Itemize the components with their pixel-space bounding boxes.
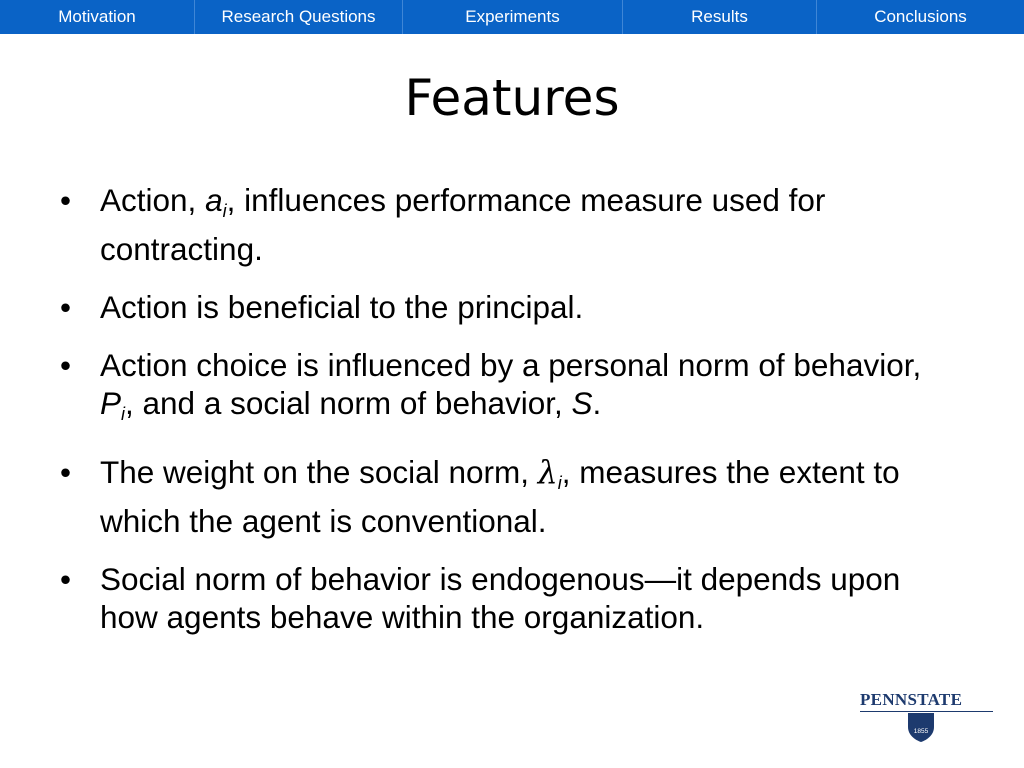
bullet-text-part: Action, xyxy=(100,182,206,218)
bullet-icon: • xyxy=(60,561,72,597)
bullet-list xyxy=(60,181,960,656)
bullet-icon: • xyxy=(60,182,72,218)
math-subscript: i xyxy=(557,473,562,493)
math-variable-lambda: λ xyxy=(537,455,558,491)
nav-item-results[interactable]: Results xyxy=(623,0,817,34)
bullet-text: Social norm of behavior is endogenous—it depends upon how agents behave within the organization. xyxy=(100,561,901,635)
math-variable: P xyxy=(100,385,122,421)
nav-item-motivation[interactable]: Motivation xyxy=(0,0,195,34)
bullet-icon: • xyxy=(60,289,72,325)
nav-item-research-questions[interactable]: Research Questions xyxy=(195,0,403,34)
penn-state-logo xyxy=(860,690,995,750)
bullet-text: Action is beneficial to the principal. xyxy=(100,289,584,325)
bullet-text-part: , influences performance measure used for contracting. xyxy=(100,182,826,267)
bullet-item-social-norm-weight xyxy=(60,453,960,540)
section-navigation-bar xyxy=(0,0,1024,34)
bullet-item-action-choice-norms xyxy=(60,346,960,433)
nav-item-conclusions[interactable]: Conclusions xyxy=(874,7,967,26)
bullet-icon: • xyxy=(60,347,72,383)
bullet-item-social-norm-endogenous xyxy=(60,560,960,636)
math-variable: S xyxy=(571,385,593,421)
bullet-item-action-beneficial xyxy=(60,288,960,326)
bullet-text-part: Action choice is influenced by a personal norm of behavior, xyxy=(100,347,922,383)
bullet-text-part: . xyxy=(592,385,602,421)
nav-item-experiments[interactable]: Experiments xyxy=(403,0,623,34)
bullet-text-part: , measures the extent to which the agent is conventional. xyxy=(100,454,900,539)
bullet-icon: • xyxy=(60,454,72,490)
bullet-text-part: , and a social norm of behavior, xyxy=(125,385,572,421)
bullet-item-action-performance xyxy=(60,181,960,268)
math-variable: a xyxy=(205,182,223,218)
bullet-text-part: The weight on the social norm, xyxy=(100,454,538,490)
slide-title: Features xyxy=(404,69,620,127)
math-subscript: i xyxy=(222,201,227,221)
math-subscript: i xyxy=(121,404,126,424)
logo-year: 1855 xyxy=(913,728,929,735)
shield-icon xyxy=(906,711,936,743)
logo-wordmark: PENNSTATE xyxy=(860,690,963,709)
